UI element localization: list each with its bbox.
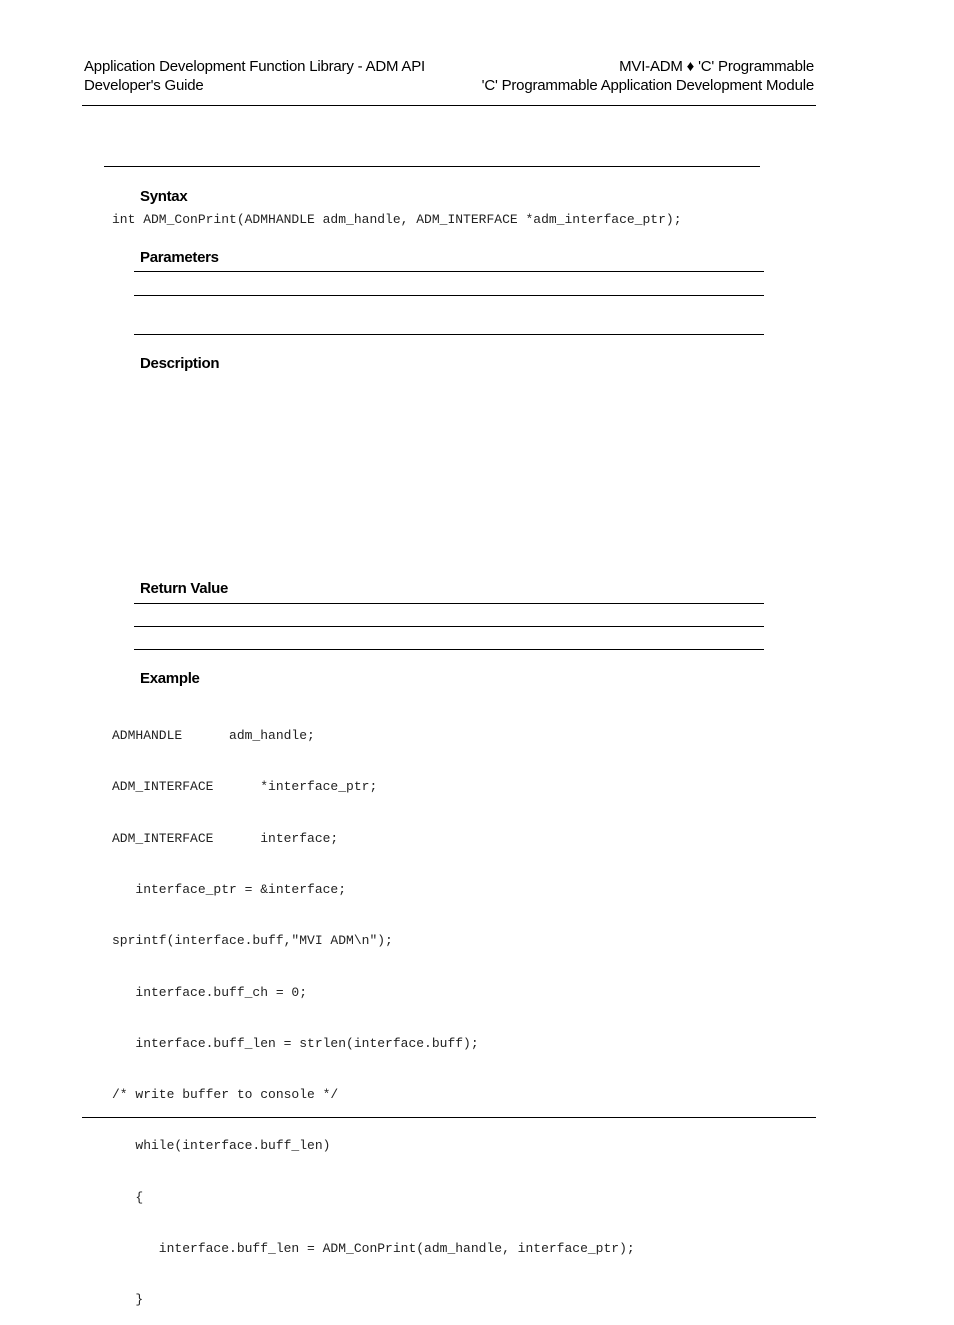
example-code-block (112, 693, 635, 1325)
function-title-divider (104, 166, 760, 167)
return-table-bottom-rule (134, 649, 764, 650)
code-line: } (112, 1292, 144, 1308)
code-line: ADM_INTERFACE interface; (112, 830, 339, 846)
parameters-table-header-rule (134, 295, 764, 296)
parameters-table-bottom-rule (134, 334, 764, 335)
code-line: while(interface.buff_len) (112, 1138, 331, 1154)
doc-title: Application Development Function Library - ADM API (84, 58, 425, 75)
code-line: /* write buffer to console */ (112, 1087, 339, 1103)
code-line: ADM_INTERFACE *interface_ptr; (112, 779, 378, 795)
code-line: interface.buff_len = ADM_ConPrint(adm_handle, interface_ptr); (112, 1241, 635, 1256)
product-description: 'C' Programmable Application Development Module (481, 77, 814, 94)
return-value-heading: Return Value (140, 580, 229, 597)
code-line: interface.buff_ch = 0; (112, 984, 308, 1000)
doc-subtitle: Developer's Guide (84, 77, 204, 94)
product-name: MVI-ADM ♦ 'C' Programmable (619, 58, 814, 75)
code-line: interface_ptr = &interface; (112, 882, 347, 898)
return-table-header-rule (134, 626, 764, 627)
parameters-table-top-rule (134, 271, 764, 272)
code-line: interface.buff_len = strlen(interface.buff); (112, 1035, 479, 1051)
return-table-top-rule (134, 603, 764, 604)
code-line: sprintf(interface.buff,"MVI ADM\n"); (112, 933, 393, 949)
description-heading: Description (140, 355, 220, 372)
example-heading: Example (140, 670, 200, 687)
parameters-heading: Parameters (140, 249, 219, 266)
header-divider (82, 105, 816, 106)
footer-divider (82, 1117, 816, 1118)
syntax-heading: Syntax (140, 188, 188, 205)
header-right (482, 57, 814, 95)
code-line: ADMHANDLE adm_handle; (112, 728, 315, 744)
code-line: { (112, 1189, 144, 1205)
syntax-code: int ADM_ConPrint(ADMHANDLE adm_handle, ADM_INTERFACE *adm_interface_ptr); (112, 212, 682, 227)
header-left (84, 57, 425, 95)
